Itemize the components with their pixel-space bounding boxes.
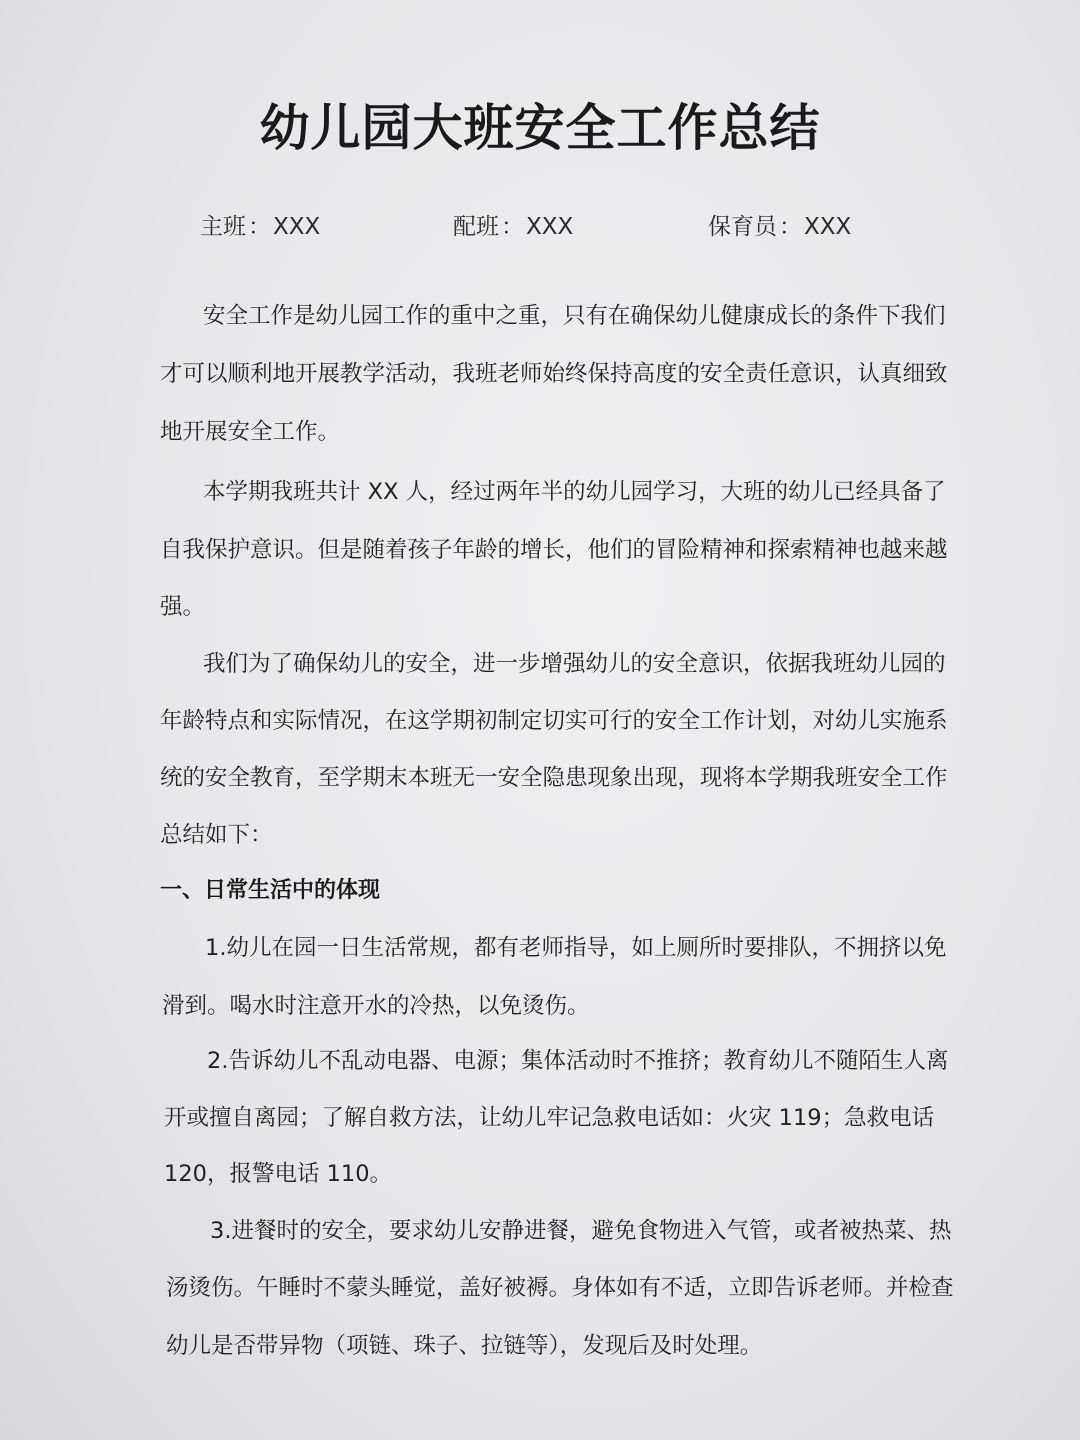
paragraph-line: 开或擅自离园；了解自救方法，让幼儿牢记急救电话如：火灾 119；急救电话 (164, 1105, 935, 1131)
staff-assistant-teacher (453, 208, 573, 241)
paragraph-line: 才可以顺利地开展教学活动，我班老师始终保持高度的安全责任意识，认真细致 (160, 361, 948, 387)
paragraph-line: 120，报警电话 110。 (164, 1161, 393, 1187)
paragraph-line: 3.进餐时的安全，要求幼儿安静进餐，避免食物进入气管，或者被热菜、热 (210, 1218, 952, 1244)
paragraph-line: 地开展安全工作。 (160, 419, 341, 445)
paragraph-line: 年龄特点和实际情况，在这学期初制定切实可行的安全工作计划，对幼儿实施系 (160, 708, 948, 734)
document-title: 幼儿园大班安全工作总结 (259, 99, 821, 157)
paragraph-line: 统的安全教育，至学期末本班无一安全隐患现象出现，现将本学期我班安全工作 (160, 765, 948, 791)
paragraph-line: 2.告诉幼儿不乱动电器、电源；集体活动时不推挤；教育幼儿不随陌生人离 (207, 1048, 949, 1074)
section-heading: 一、日常生活中的体现 (160, 878, 381, 903)
paragraph-line: 自我保护意识。但是随着孩子年龄的增长，他们的冒险精神和探索精神也越来越 (160, 537, 948, 563)
paragraph-line: 强。 (160, 594, 206, 620)
staff-name: XXX (804, 214, 852, 240)
staff-label: 主班 (200, 214, 246, 240)
staff-name: XXX (273, 214, 321, 240)
paragraph-line: 我们为了确保幼儿的安全，进一步增强幼儿的安全意识，依据我班幼儿园的 (203, 651, 946, 677)
paragraph-line: 总结如下： (160, 822, 273, 848)
paragraph-line: 幼儿是否带异物（项链、珠子、拉链等），发现后及时处理。 (166, 1333, 763, 1359)
paragraph-line: 本学期我班共计 XX 人，经过两年半的幼儿园学习，大班的幼儿已经具备了 (203, 479, 946, 505)
staff-label: 配班 (453, 214, 499, 240)
staff-colon: ： (501, 214, 524, 240)
staff-colon: ： (248, 214, 271, 240)
paragraph-line: 1.幼儿在园一日生活常规，都有老师指导，如上厕所时要排队，不拥挤以免 (205, 935, 947, 961)
staff-name: XXX (526, 214, 574, 240)
staff-colon: ： (779, 214, 802, 240)
paragraph-line: 滑到。喝水时注意开水的冷热，以免烫伤。 (162, 993, 590, 1019)
staff-head-teacher (200, 208, 320, 241)
staff-caregiver (708, 208, 851, 241)
paragraph-line: 安全工作是幼儿园工作的重中之重，只有在确保幼儿健康成长的条件下我们 (203, 303, 946, 329)
paragraph-line: 汤烫伤。午睡时不蒙头睡觉，盖好被褥。身体如有不适，立即告诉老师。并检查 (166, 1275, 954, 1301)
staff-label: 保育员 (708, 214, 777, 240)
